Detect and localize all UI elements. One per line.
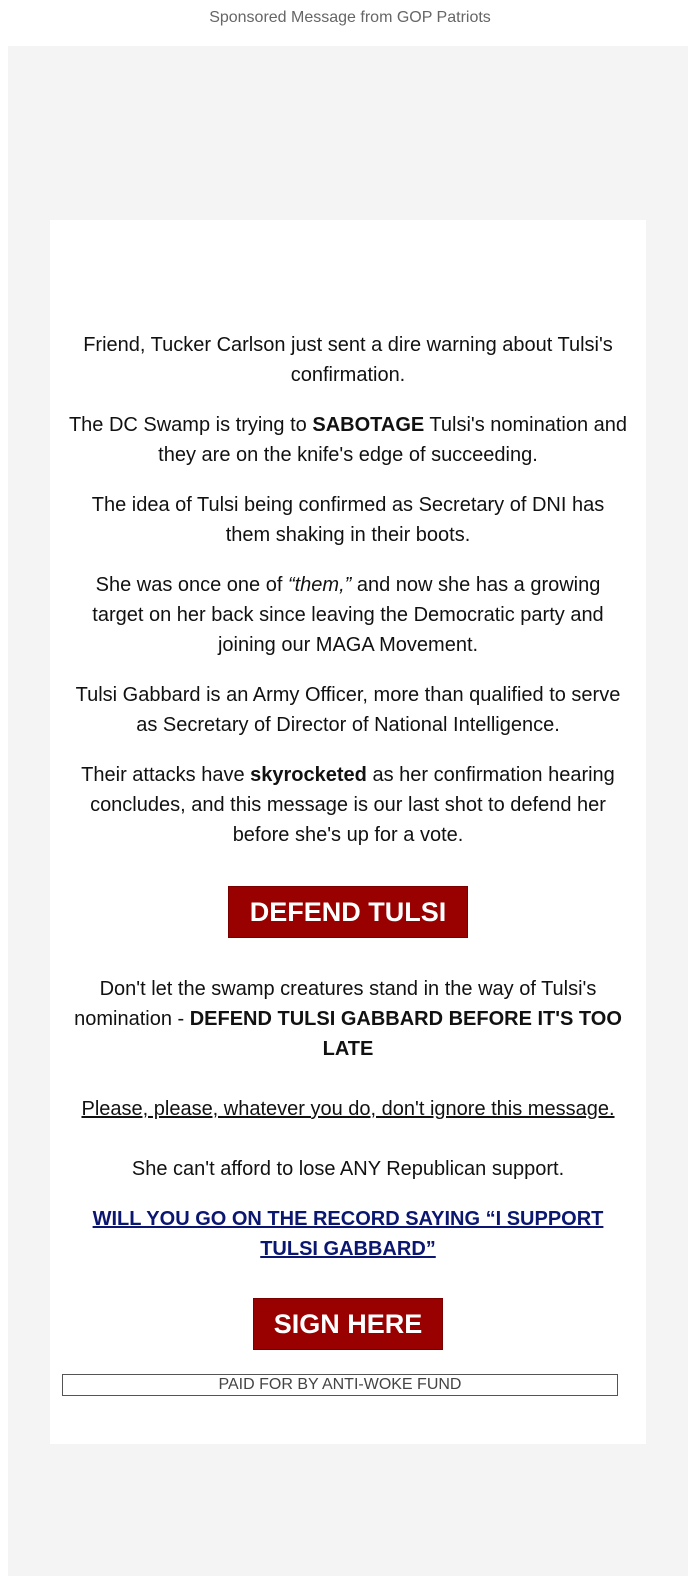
paragraph-them (80, 570, 616, 660)
paragraph-them-tail: and now she has a growing target on her back since leaving the Democratic party and joining our MAGA Movement. (92, 574, 604, 656)
paragraph-them-lead: She was once one of (95, 574, 288, 596)
paragraph-attacks-lead: Their attacks have (81, 764, 251, 786)
paragraph-swamp-creatures (62, 974, 634, 1064)
paid-for-text: PAID FOR BY ANTI-WOKE FUND (218, 1376, 462, 1393)
paragraph-dni-text: The idea of Tulsi being confirmed as Secretary of DNI has them shaking in their boots. (91, 494, 605, 546)
paragraph-dont-ignore (64, 1094, 632, 1124)
paragraph-sabotage (58, 410, 638, 470)
sign-here-button[interactable]: SIGN HERE (253, 1298, 444, 1350)
dont-ignore-underlined-text: Please, please, whatever you do, don't ignore this message. (81, 1098, 615, 1120)
paragraph-army-officer (64, 680, 632, 740)
email-outer-background (8, 46, 688, 1576)
paragraph-swamp-creatures-lead: Don't let the swamp creatures stand in the way of Tulsi's nomination - (74, 978, 597, 1030)
paragraph-republican-support-text: She can't afford to lose ANY Republican support. (131, 1158, 565, 1180)
them-emphasis: “them,” (287, 574, 352, 596)
paid-for-disclaimer (62, 1374, 618, 1396)
paragraph-army-officer-text: Tulsi Gabbard is an Army Officer, more than qualified to serve as Secretary of Director of National Intelligence. (75, 684, 621, 736)
paragraph-attacks-tail: as her confirmation hearing concludes, and this message is our last shot to defend her before she's up for a vote. (90, 764, 615, 846)
paragraph-tucker-warning (64, 330, 632, 390)
paragraph-republican-support (64, 1154, 632, 1184)
paragraph-sabotage-lead: The DC Swamp is trying to (68, 414, 313, 436)
defend-tulsi-button[interactable]: DEFEND TULSI (228, 886, 469, 938)
paragraph-record-link (80, 1204, 616, 1264)
sabotage-emphasis: SABOTAGE (312, 414, 425, 436)
paragraph-attacks (74, 760, 622, 850)
sponsor-text: Sponsored Message from GOP Patriots (209, 9, 491, 26)
sign-cta-wrap (50, 1298, 646, 1350)
paragraph-tucker-warning-text: Friend, Tucker Carlson just sent a dire warning about Tulsi's confirmation. (83, 334, 613, 386)
email-card (50, 220, 646, 1444)
on-the-record-link[interactable]: WILL YOU GO ON THE RECORD SAYING “I SUPPORT TULSI GABBARD” (92, 1208, 604, 1260)
paragraph-dni (80, 490, 616, 550)
defend-before-too-late-emphasis: DEFEND TULSI GABBARD BEFORE IT'S TOO LATE (189, 1008, 622, 1060)
skyrocketed-emphasis: skyrocketed (250, 764, 367, 786)
email-body (50, 330, 646, 1350)
sponsor-header (0, 0, 700, 38)
defend-cta-wrap (50, 886, 646, 938)
paragraph-sabotage-tail: Tulsi's nomination and they are on the knife's edge of succeeding. (158, 414, 628, 466)
